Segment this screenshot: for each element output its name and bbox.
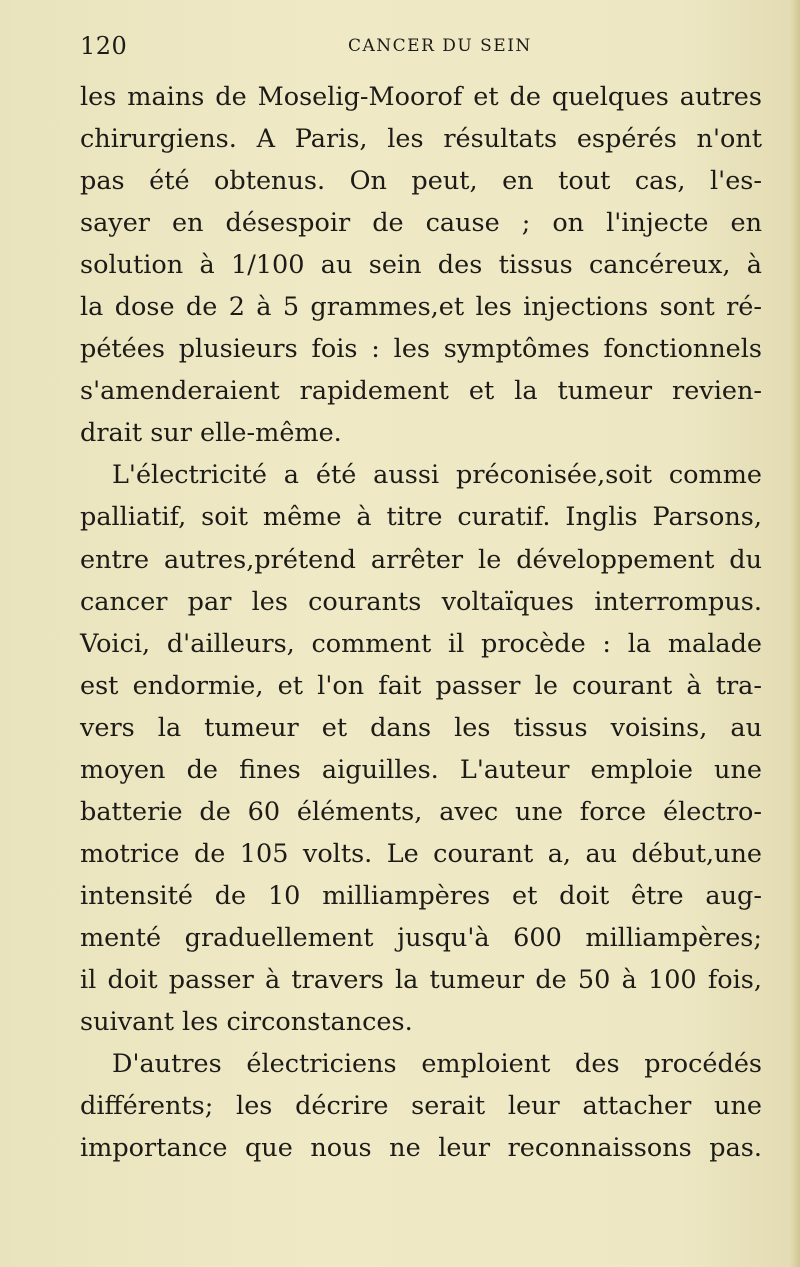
- text-line: les mains de Moselig-Moorof et de quelques autres: [80, 82, 762, 112]
- text-line: vers la tumeur et dans les tissus voisins, au: [80, 712, 762, 743]
- text-line: suivant les circonstances.: [80, 1007, 413, 1038]
- text-line: solution à 1/100 au sein des tissus cancéreux, à: [80, 250, 762, 281]
- text-line: est endormie, et l'on fait passer le courant à tra-: [80, 670, 762, 701]
- page-header: [80, 32, 760, 62]
- text-line: intensité de 10 milliampères et doit être aug-: [80, 880, 762, 911]
- text-line: chirurgiens. A Paris, les résultats espérés n'ont: [80, 124, 762, 155]
- text-line: pétées plusieurs fois : les symptômes fonctionnels: [80, 334, 762, 365]
- text-line: pas été obtenus. On peut, en tout cas, l'es-: [80, 166, 762, 197]
- text-line: palliatif, soit même à titre curatif. Inglis Parsons,: [80, 502, 762, 533]
- text-line: moyen de fines aiguilles. L'auteur emploie une: [80, 754, 762, 785]
- text-line: s'amenderaient rapidement et la tumeur revien-: [80, 376, 762, 407]
- text-line: L'électricité a été aussi préconisée,soit comme: [112, 460, 762, 491]
- text-line: sayer en désespoir de cause ; on l'injecte en: [80, 208, 762, 239]
- text-line: D'autres électriciens emploient des procédés: [112, 1049, 762, 1080]
- body-text: [80, 76, 762, 1169]
- text-line: la dose de 2 à 5 grammes,et les injections sont ré-: [80, 292, 762, 323]
- page-edge-shadow: [790, 0, 800, 1267]
- text-line: motrice de 105 volts. Le courant a, au début,une: [80, 838, 762, 869]
- text-line: menté graduellement jusqu'à 600 milliampères;: [80, 922, 762, 953]
- running-title: CANCER DU SEIN: [348, 36, 532, 56]
- text-line: entre autres,prétend arrêter le développement du: [80, 544, 762, 575]
- text-line: différents; les décrire serait leur attacher une: [80, 1091, 762, 1122]
- text-line: importance que nous ne leur reconnaissons pas.: [80, 1133, 762, 1164]
- text-line: drait sur elle-même.: [80, 418, 342, 449]
- page-number: 120: [80, 32, 128, 60]
- text-line: il doit passer à travers la tumeur de 50 à 100 fois,: [80, 964, 762, 995]
- text-line: cancer par les courants voltaïques interrompus.: [80, 586, 762, 617]
- text-line: Voici, d'ailleurs, comment il procède : la malade: [80, 628, 762, 659]
- text-line: batterie de 60 éléments, avec une force électro-: [80, 796, 762, 827]
